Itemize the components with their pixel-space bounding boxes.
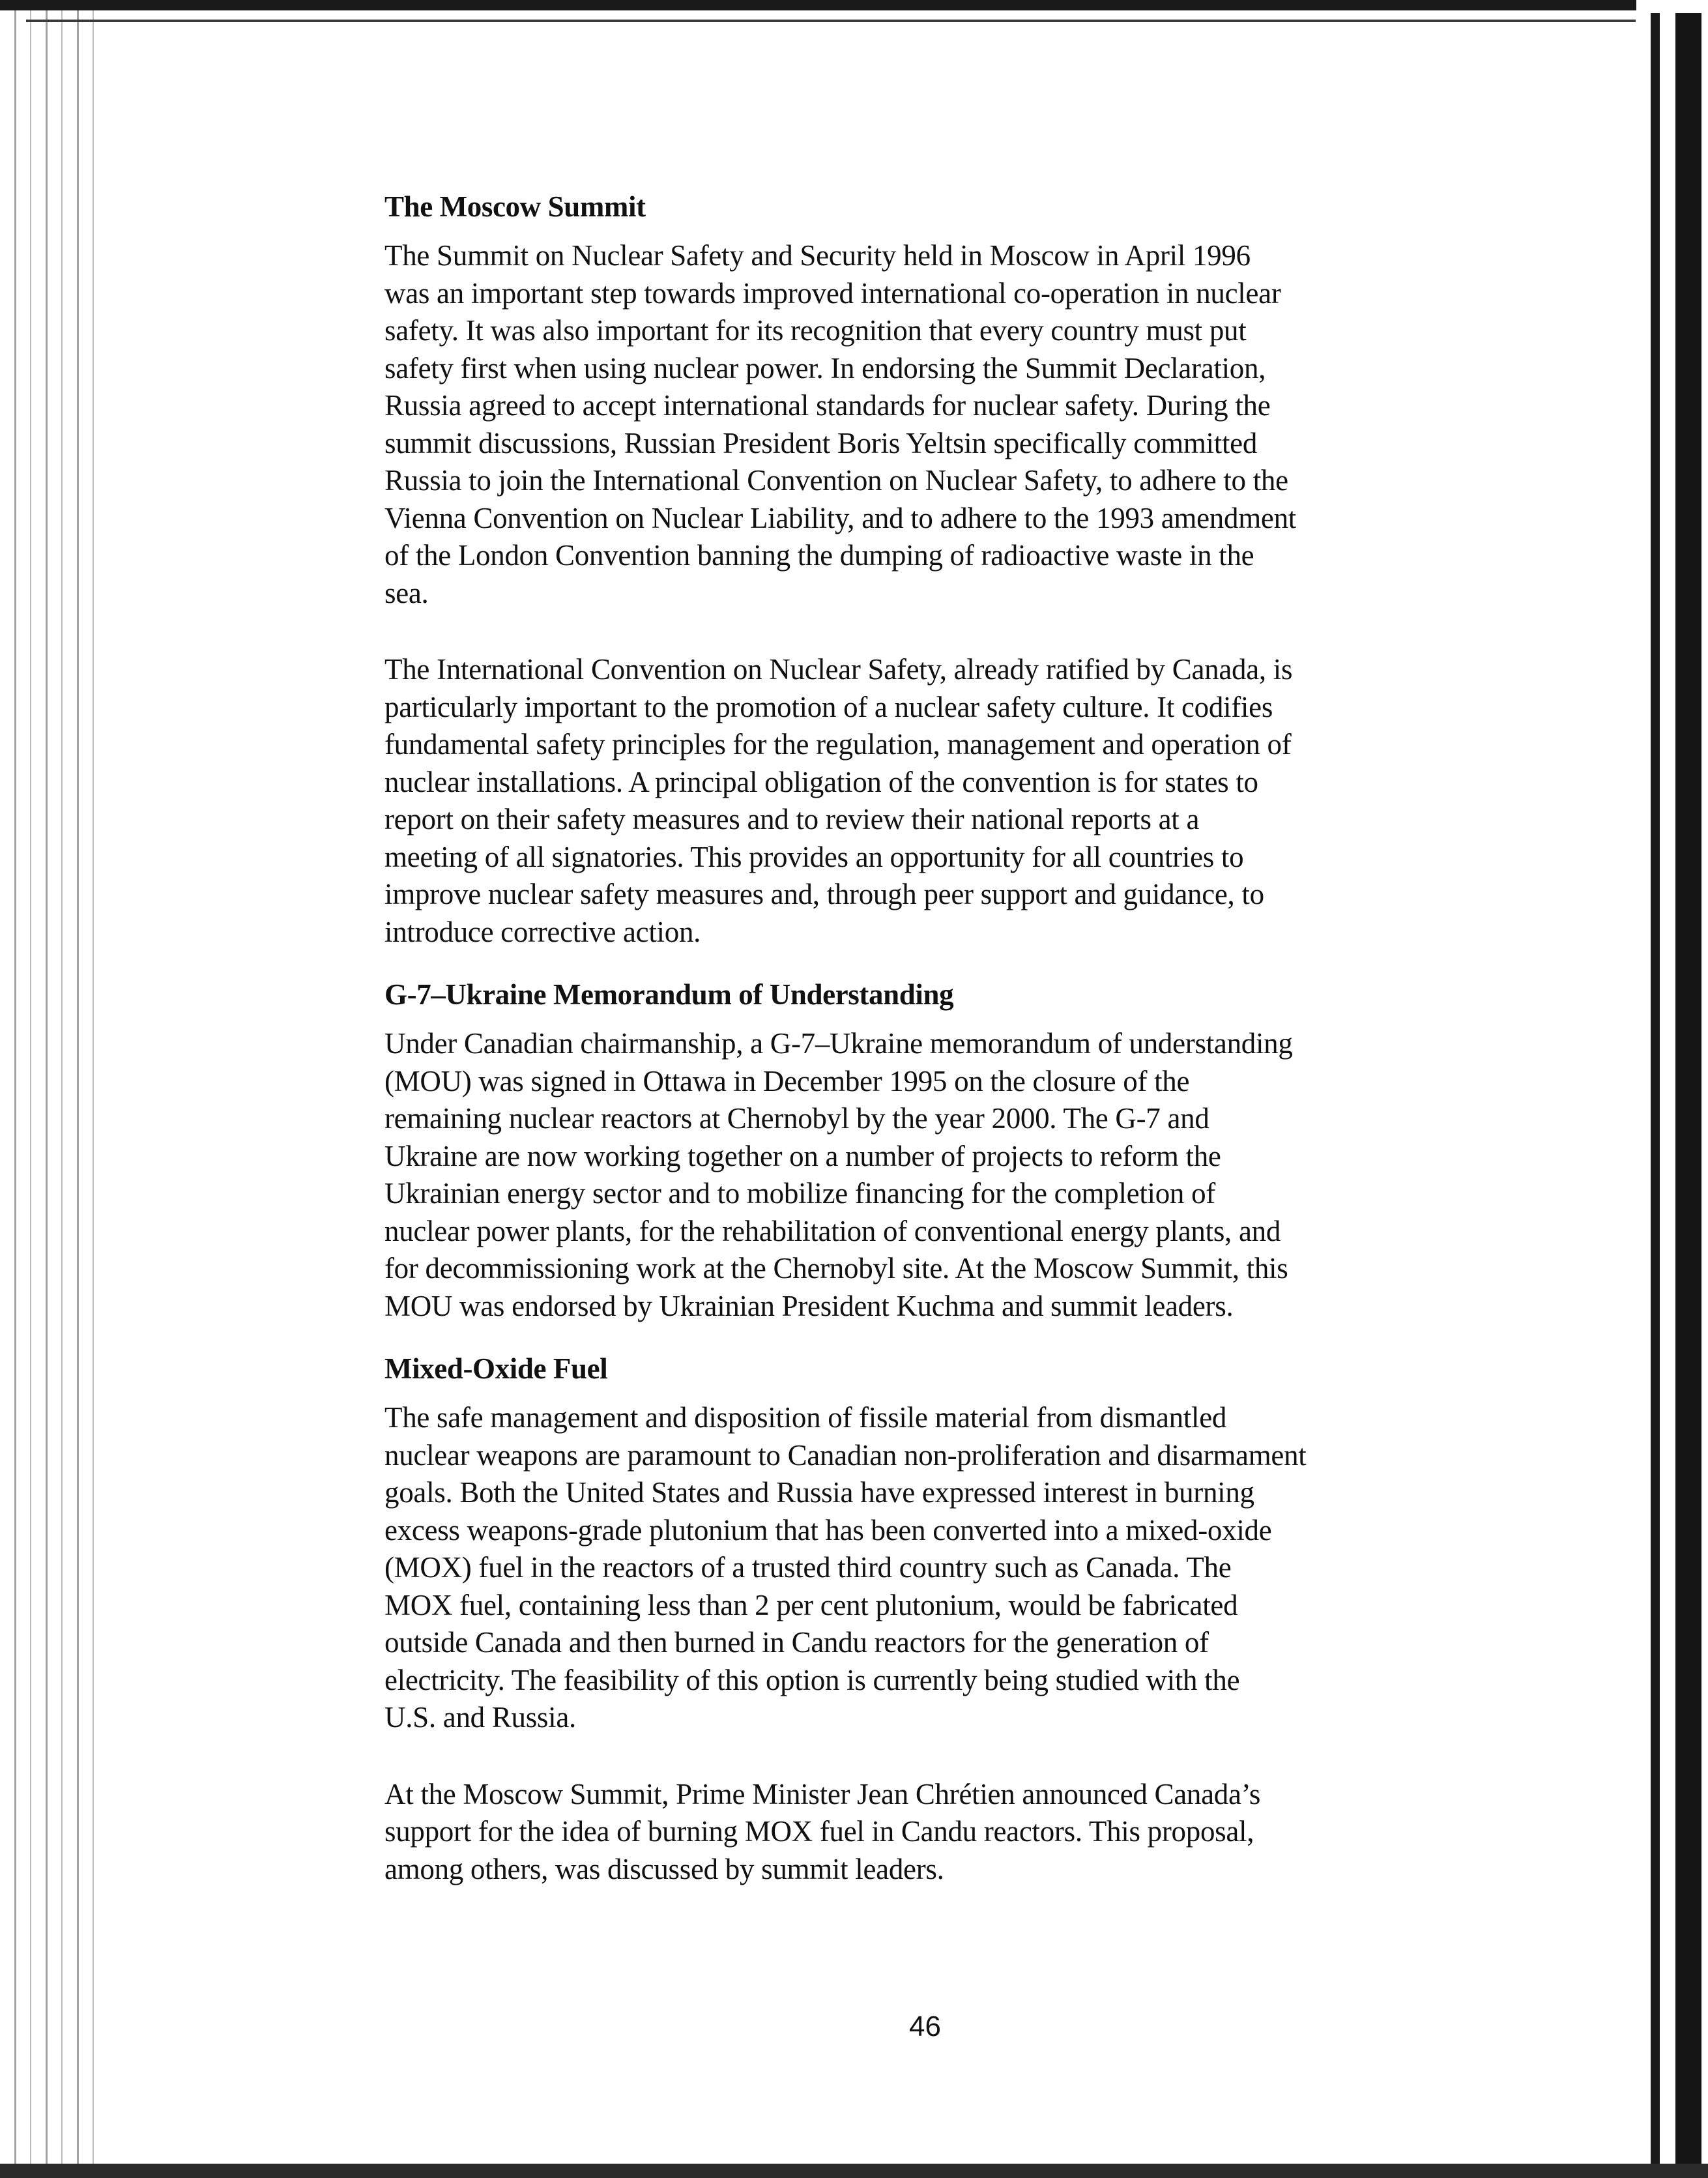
text-line: Russia agreed to accept international standards for nuclear safety. During the — [384, 389, 1271, 422]
text-line: Ukraine are now working together on a number of projects to reform the — [384, 1139, 1221, 1172]
text-line: report on their safety measures and to review their national reports at a — [384, 803, 1200, 835]
scan-bottom-edge — [0, 2164, 1708, 2178]
text-line: At the Moscow Summit, Prime Minister Jean Chrétien announced Canada’s — [384, 1777, 1261, 1810]
scan-top-edge — [0, 0, 1708, 10]
text-line: meeting of all signatories. This provides an opportunity for all countries to — [384, 840, 1244, 873]
section-mixed-oxide-fuel — [384, 1351, 1479, 1888]
section-heading: Mixed-Oxide Fuel — [384, 1352, 608, 1385]
paragraph — [384, 237, 1479, 612]
paragraph — [384, 1776, 1479, 1889]
text-line: The safe management and disposition of fissile material from dismantled — [384, 1401, 1227, 1434]
text-line: summit discussions, Russian President Boris Yeltsin specifically committed — [384, 426, 1258, 459]
paragraph — [384, 1025, 1479, 1325]
text-line: excess weapons-grade plutonium that has been converted into a mixed-oxide — [384, 1513, 1272, 1546]
text-line: was an important step towards improved international co-operation in nuclear — [384, 276, 1281, 310]
scan-right-bar-outer — [1675, 13, 1701, 2164]
text-line: nuclear power plants, for the rehabilitation of conventional energy plants, and — [384, 1214, 1281, 1247]
text-line: remaining nuclear reactors at Chernobyl by the year 2000. The G-7 and — [384, 1102, 1209, 1135]
scan-top-rule — [26, 20, 1636, 22]
text-line: particularly important to the promotion of a nuclear safety culture. It codifies — [384, 690, 1273, 723]
text-line: The International Convention on Nuclear Safety, already ratified by Canada, is — [384, 653, 1293, 686]
text-line: Ukrainian energy sector and to mobilize financing for the completion of — [384, 1177, 1215, 1210]
text-line: improve nuclear safety measures and, through peer support and guidance, to — [384, 878, 1264, 910]
text-line: (MOX) fuel in the reactors of a trusted third country such as Canada. The — [384, 1551, 1232, 1584]
text-line: safety. It was also important for its recognition that every country must put — [384, 314, 1247, 347]
text-line: for decommissioning work at the Chernobyl site. At the Moscow Summit, this — [384, 1252, 1288, 1285]
text-line: Russia to join the International Convention on Nuclear Safety, to adhere to the — [384, 464, 1288, 497]
text-line: nuclear weapons are paramount to Canadian non-proliferation and disarmament — [384, 1438, 1307, 1472]
text-line: introduce corrective action. — [384, 915, 701, 948]
text-line: support for the idea of burning MOX fuel in Candu reactors. This proposal, — [384, 1815, 1254, 1848]
text-line: The Summit on Nuclear Safety and Security held in Moscow in April 1996 — [384, 239, 1251, 272]
text-line: among others, was discussed by summit leaders. — [384, 1852, 944, 1885]
text-line: nuclear installations. A principal obligation of the convention is for states to — [384, 765, 1258, 798]
section-moscow-summit — [384, 189, 1479, 951]
scan-right-bar-inner — [1651, 13, 1660, 2164]
text-line: Under Canadian chairmanship, a G-7–Ukraine memorandum of understanding — [384, 1027, 1293, 1060]
scan-left-edge — [0, 0, 98, 2178]
text-line: MOU was endorsed by Ukrainian President Kuchma and summit leaders. — [384, 1289, 1234, 1322]
document-page — [384, 189, 1479, 1927]
text-line: outside Canada and then burned in Candu reactors for the generation of — [384, 1626, 1209, 1659]
text-line: of the London Convention banning the dumping of radioactive waste in the — [384, 539, 1254, 572]
text-line: safety first when using nuclear power. In endorsing the Summit Declaration, — [384, 351, 1266, 385]
page-number: 46 — [909, 2011, 941, 2042]
scan-right-edge — [1636, 0, 1708, 2178]
text-line: U.S. and Russia. — [384, 1701, 576, 1734]
text-line: MOX fuel, containing less than 2 per cent plutonium, would be fabricated — [384, 1588, 1238, 1621]
paragraph — [384, 1399, 1479, 1737]
text-line: sea. — [384, 576, 429, 609]
section-g7-ukraine-mou — [384, 977, 1479, 1325]
section-heading: G-7–Ukraine Memorandum of Understanding — [384, 978, 954, 1011]
paragraph — [384, 651, 1479, 951]
text-line: Vienna Convention on Nuclear Liability, and to adhere to the 1993 amendment — [384, 501, 1296, 534]
text-line: electricity. The feasibility of this option is currently being studied with the — [384, 1663, 1240, 1696]
section-heading: The Moscow Summit — [384, 190, 646, 223]
text-line: (MOU) was signed in Ottawa in December 1995 on the closure of the — [384, 1064, 1190, 1097]
text-line: fundamental safety principles for the regulation, management and operation of — [384, 728, 1292, 761]
text-line: goals. Both the United States and Russia have expressed interest in burning — [384, 1476, 1254, 1509]
